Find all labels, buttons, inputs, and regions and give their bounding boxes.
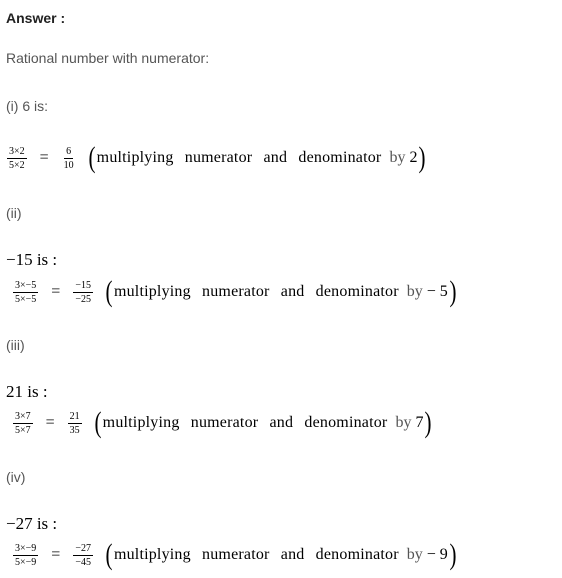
lhs-fraction bbox=[12, 411, 34, 436]
multiplier-value: 7 bbox=[415, 414, 424, 431]
explanation-text: multiplying numerator and denominator bbox=[102, 414, 388, 431]
part-title: −15 is : bbox=[6, 250, 58, 269]
left-paren: ( bbox=[105, 538, 113, 571]
rhs-denominator: 35 bbox=[69, 424, 80, 436]
rhs-numerator: 21 bbox=[69, 410, 80, 422]
equals-sign: = bbox=[45, 414, 55, 431]
rhs-denominator: −45 bbox=[75, 556, 91, 568]
answer-heading: Answer : bbox=[6, 10, 66, 26]
lhs-numerator: 3×−5 bbox=[15, 279, 37, 291]
left-paren: ( bbox=[105, 275, 113, 308]
multiplier-value: − 9 bbox=[426, 546, 448, 563]
equation-row bbox=[6, 277, 458, 307]
lhs-denominator: 5×−9 bbox=[15, 556, 37, 568]
rhs-fraction bbox=[72, 280, 94, 305]
equation-row bbox=[6, 540, 458, 570]
rhs-numerator: −27 bbox=[75, 542, 91, 554]
rhs-fraction bbox=[72, 543, 94, 568]
multiplier-value: − 5 bbox=[426, 283, 448, 300]
rhs-fraction bbox=[61, 146, 77, 171]
multiplier-value: 2 bbox=[409, 149, 418, 166]
equation-row bbox=[6, 408, 433, 438]
lhs-denominator: 5×7 bbox=[15, 424, 31, 436]
right-paren: ) bbox=[449, 538, 457, 571]
right-paren: ) bbox=[424, 406, 432, 439]
by-word: by bbox=[406, 283, 423, 300]
part-label: (i) 6 is: bbox=[6, 98, 48, 114]
equation-row bbox=[6, 143, 427, 173]
equals-sign: = bbox=[51, 546, 61, 563]
explanation-text: multiplying numerator and denominator bbox=[113, 283, 399, 300]
part-title: −27 is : bbox=[6, 514, 58, 533]
intro-text: Rational number with numerator: bbox=[6, 50, 210, 66]
rhs-denominator: 10 bbox=[63, 159, 74, 171]
lhs-fraction bbox=[6, 146, 28, 171]
rhs-numerator: −15 bbox=[75, 279, 91, 291]
lhs-numerator: 3×2 bbox=[9, 145, 25, 157]
right-paren: ) bbox=[449, 275, 457, 308]
part-label: (iii) bbox=[6, 337, 25, 353]
part-title: 21 is : bbox=[6, 382, 48, 401]
by-word: by bbox=[389, 149, 406, 166]
lhs-numerator: 3×7 bbox=[15, 410, 31, 422]
lhs-denominator: 5×2 bbox=[9, 159, 25, 171]
explanation-text: multiplying numerator and denominator bbox=[96, 149, 382, 166]
lhs-fraction bbox=[12, 543, 39, 568]
part-label: (iv) bbox=[6, 469, 26, 485]
rhs-numerator: 6 bbox=[66, 145, 72, 157]
by-word: by bbox=[395, 414, 412, 431]
rhs-denominator: −25 bbox=[75, 293, 91, 305]
explanation-text: multiplying numerator and denominator bbox=[113, 546, 399, 563]
rhs-fraction bbox=[67, 411, 83, 436]
lhs-denominator: 5×−5 bbox=[15, 293, 37, 305]
part-label: (ii) bbox=[6, 205, 22, 221]
equals-sign: = bbox=[51, 283, 61, 300]
lhs-numerator: 3×−9 bbox=[15, 542, 37, 554]
by-word: by bbox=[406, 546, 423, 563]
left-paren: ( bbox=[94, 406, 102, 439]
left-paren: ( bbox=[88, 141, 96, 174]
lhs-fraction bbox=[12, 280, 39, 305]
equals-sign: = bbox=[39, 149, 49, 166]
right-paren: ) bbox=[418, 141, 426, 174]
